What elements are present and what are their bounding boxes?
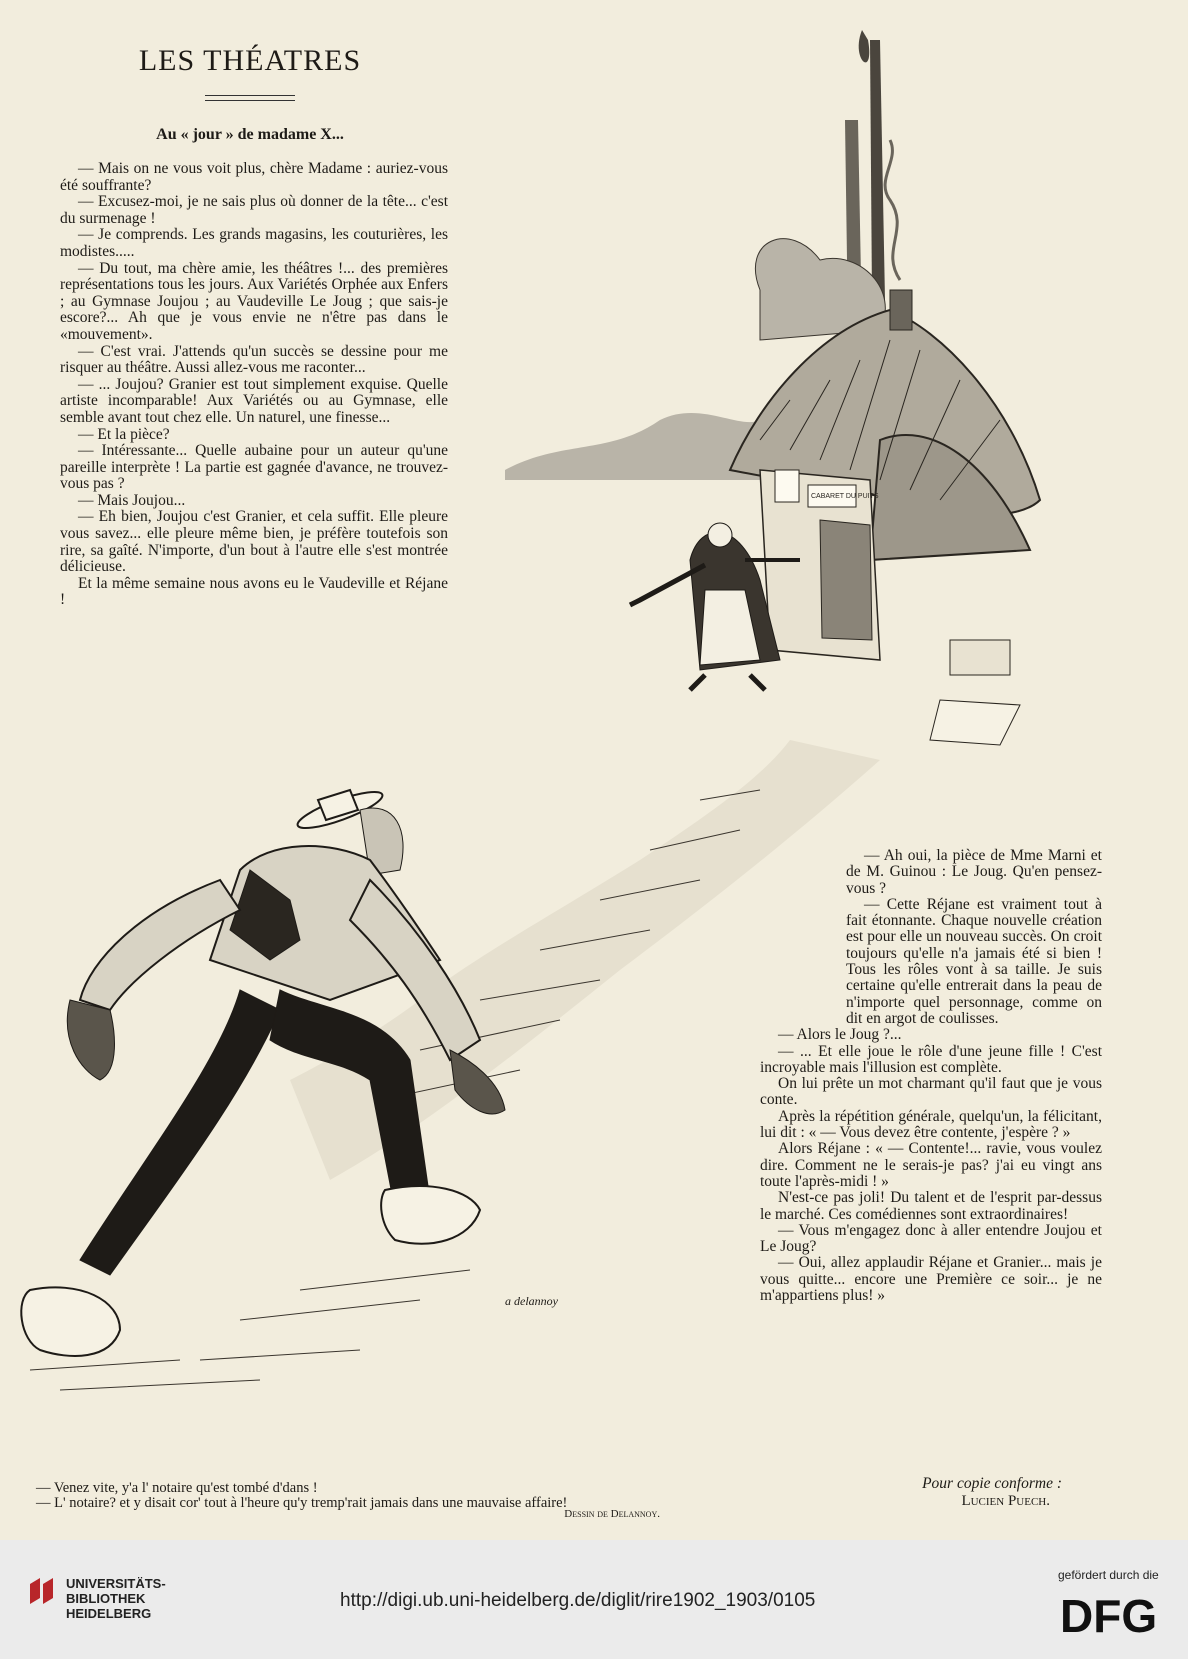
dialogue-paragraph: — Mais Joujou... — [78, 491, 186, 509]
dialogue-paragraph: N'est-ce pas joli! Du talent et de l'esprit par-dessus le marché. Ces comédiennes sont extraordinaires! — [760, 1189, 1102, 1223]
library-name-line: HEIDELBERG — [66, 1606, 152, 1621]
library-name — [66, 1576, 166, 1621]
dialogue-paragraph: On lui prête un mot charmant qu'il faut que je vous conte. — [760, 1075, 1102, 1109]
dialogue-paragraph: — Et la pièce? — [78, 425, 170, 443]
library-name-line: BIBLIOTHEK — [66, 1591, 146, 1606]
dialogue-paragraph: — Je comprends. Les grands magasins, les couturières, les modistes..... — [60, 226, 448, 260]
dialogue-paragraph: Après la répétition générale, quelqu'un, la félicitant, lui dit : « — Vous devez être contente, j'espère ? » — [760, 1107, 1102, 1142]
poplar-trees-icon — [755, 30, 885, 340]
funding-note: gefördert durch die — [1058, 1568, 1159, 1582]
chimney-icon — [890, 290, 912, 330]
cabaret-sign-text: CABARET DU PUITS — [811, 493, 879, 500]
dialogue-paragraph: — Intéressante... Quelle aubaine pour un auteur qu'une pareille interprète ! La partie est gagnée d'avance, ne trouvez-vous pas ? — [60, 442, 448, 493]
signature-intro: Pour copie conforme : — [922, 1475, 1062, 1492]
smoke-icon — [885, 140, 900, 280]
illustration-caption — [36, 1481, 736, 1511]
digitization-footer — [0, 1540, 1188, 1659]
dialogue-right-column — [760, 848, 1102, 1304]
dialogue-paragraph: — Vous m'engagez donc à aller entendre Joujou et Le Joug? — [760, 1221, 1102, 1256]
cottage-window-icon — [775, 470, 799, 502]
dfg-logo-text: DFG — [1060, 1590, 1158, 1640]
dialogue-paragraph: — Mais on ne vous voit plus, chère Madame : auriez-vous été souffrante? — [60, 160, 448, 194]
dialogue-paragraph: — Eh bien, Joujou c'est Granier, et cela suffit. Elle pleure vous savez... elle pleure même bien, je préfère toutefois son rire, sa gaîté. N'importe, d'un bout à l'autre elle s'est montrée délicieuse. — [60, 508, 448, 576]
dialogue-paragraph: — Ah oui, la pièce de Mme Marni et de M. Guinou : Le Joug. Qu'en pensez-vous ? — [846, 847, 1102, 897]
dialogue-paragraph: Et la même semaine nous avons eu le Vaudeville et Réjane ! — [60, 574, 448, 609]
dialogue-paragraph: — C'est vrai. J'attends qu'un succès se dessine pour me risquer au théâtre. Aussi allez-vous me raconter... — [60, 342, 448, 377]
well-cover-icon — [930, 700, 1020, 745]
dialogue-paragraph: Alors Réjane : « — Contente!... ravie, vous voulez dire. Comment ne le serais-je pas? j'ai eu vingt ans toute l'après-midi ! » — [760, 1140, 1102, 1190]
page-title: LES THÉATRES — [138, 44, 362, 77]
dialogue-paragraph: — ... Et elle joue le rôle d'une jeune fille ! C'est incroyable mais l'illusion est complète. — [760, 1042, 1102, 1076]
dialogue-paragraph: — Oui, allez applaudir Réjane et Granier... mais je vous quitte... encore une Première ce soir... je ne m'appartiens plus! » — [760, 1254, 1102, 1305]
article-subtitle: Au « jour » de madame X... — [156, 126, 344, 143]
dialogue-paragraph: — ... Joujou? Granier est tout simplement exquise. Quelle artiste incomparable! Aux Variétés ou au Gymnase, elle semble avant tout chez elle. Un naturel, une finesse... — [60, 375, 448, 426]
caption-line: — L' notaire? et y disait cor' tout à l'heure qu'y tremp'rait jamais dans une mauvaise affaire! — [36, 1495, 568, 1511]
cottage-door-icon — [820, 520, 872, 640]
source-url-link[interactable]: http://digi.ub.uni-heidelberg.de/diglit/rire1902_1903/0105 — [340, 1590, 816, 1611]
dialogue-paragraph: — Excusez-moi, je ne sais plus où donner de la tête... c'est du surmenage ! — [60, 193, 448, 227]
university-library-logo-icon — [26, 1574, 60, 1608]
well-icon — [950, 640, 1010, 675]
caption-line: — Venez vite, y'a l' notaire qu'est tombé d'dans ! — [36, 1480, 318, 1496]
library-name-line: UNIVERSITÄTS- — [66, 1576, 166, 1591]
dialogue-paragraph: — Du tout, ma chère amie, les théâtres !... des premières représentations tous les jours. Aux Variétés Orphée aux Enfers ; au Gymnase Joujou ; au Vaudeville Le Joug ; que sais-je escore?... Ah que je vous envie ne n'être pas dans le «mouvement». — [60, 259, 448, 343]
dfg-logo-icon — [1060, 1590, 1170, 1640]
dialogue-paragraph: — Cette Réjane est vraiment tout à fait étonnante. Chaque nouvelle création est pour elle un nouveau succès. On croit toujours qu'elle n'a jamais été si bien ! Tous les rôles vont à sa taille. Je suis certaine qu'elle entrerait dans la peau de n'importe quel personnage, comme on dit en argot de coulisses. — [846, 895, 1102, 1027]
dialogue-paragraph: — Alors le Joug ?... — [778, 1026, 902, 1044]
illustration-credit: Dessin de Delannoy. — [564, 1508, 660, 1520]
artist-signature: a delannoy — [505, 1294, 558, 1308]
signature-name: Lucien Puech. — [961, 1493, 1050, 1509]
